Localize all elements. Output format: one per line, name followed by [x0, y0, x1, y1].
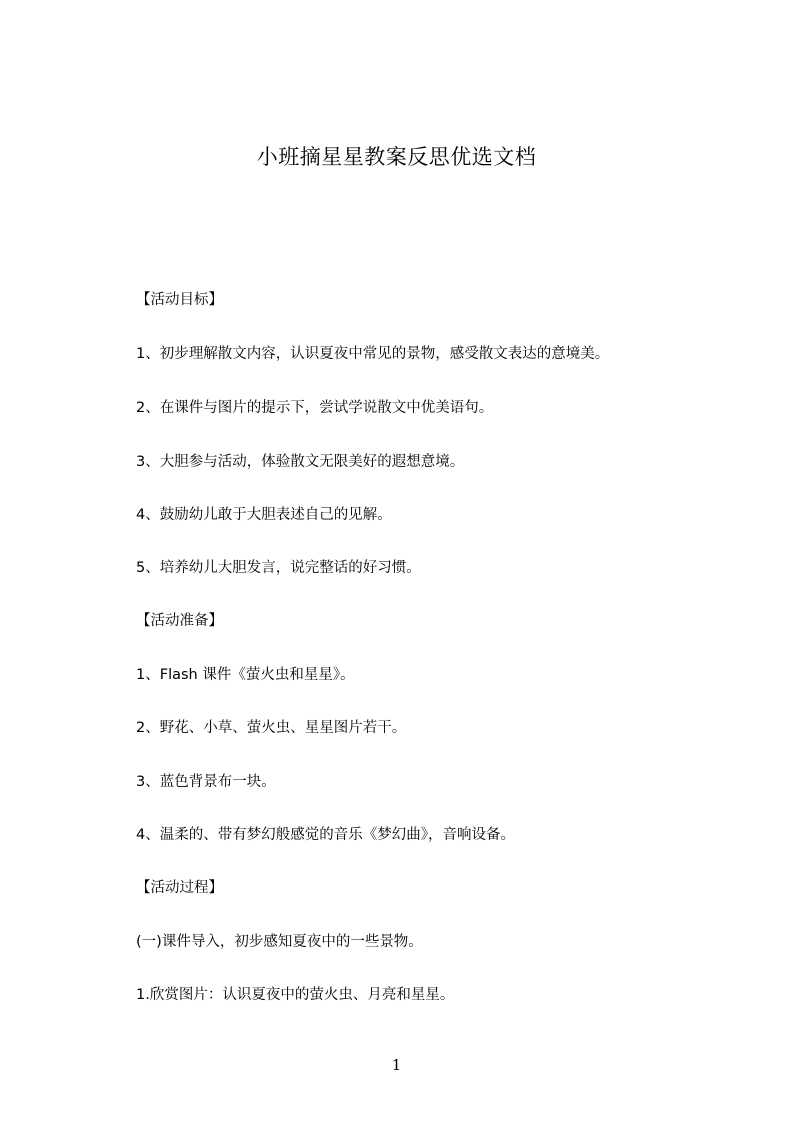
- page-number: 1: [391, 1056, 402, 1074]
- page-title: 小班摘星星教案反思优选文档: [256, 145, 537, 169]
- paragraph-line: 1.欣赏图片：认识夏夜中的萤火虫、月亮和星星。: [136, 987, 455, 1003]
- paragraph-line: 4、鼓励幼儿敢于大胆表述自己的见解。: [136, 507, 392, 523]
- paragraph-line: 4、温柔的、带有梦幻般感觉的音乐《梦幻曲》，音响设备。: [136, 827, 515, 843]
- paragraph-line: 2、野花、小草、萤火虫、星星图片若干。: [136, 720, 407, 736]
- paragraph-line: 3、大胆参与活动，体验散文无限美好的遐想意境。: [136, 454, 465, 470]
- section-heading-preparation: 【活动准备】: [136, 613, 223, 629]
- section-heading-goals: 【活动目标】: [136, 292, 223, 308]
- section-heading-process: 【活动过程】: [136, 880, 223, 896]
- paragraph-line: 1、Flash 课件《萤火虫和星星》。: [136, 667, 355, 683]
- paragraph-line: 1、初步理解散文内容，认识夏夜中常见的景物，感受散文表达的意境美。: [136, 346, 610, 362]
- paragraph-line: 5、培养幼儿大胆发言，说完整话的好习惯。: [136, 560, 421, 576]
- paragraph-line: 2、在课件与图片的提示下，尝试学说散文中优美语句。: [136, 400, 494, 416]
- paragraph-line: 3、蓝色背景布一块。: [136, 774, 276, 790]
- paragraph-line: (一)课件导入，初步感知夏夜中的一些景物。: [136, 934, 423, 950]
